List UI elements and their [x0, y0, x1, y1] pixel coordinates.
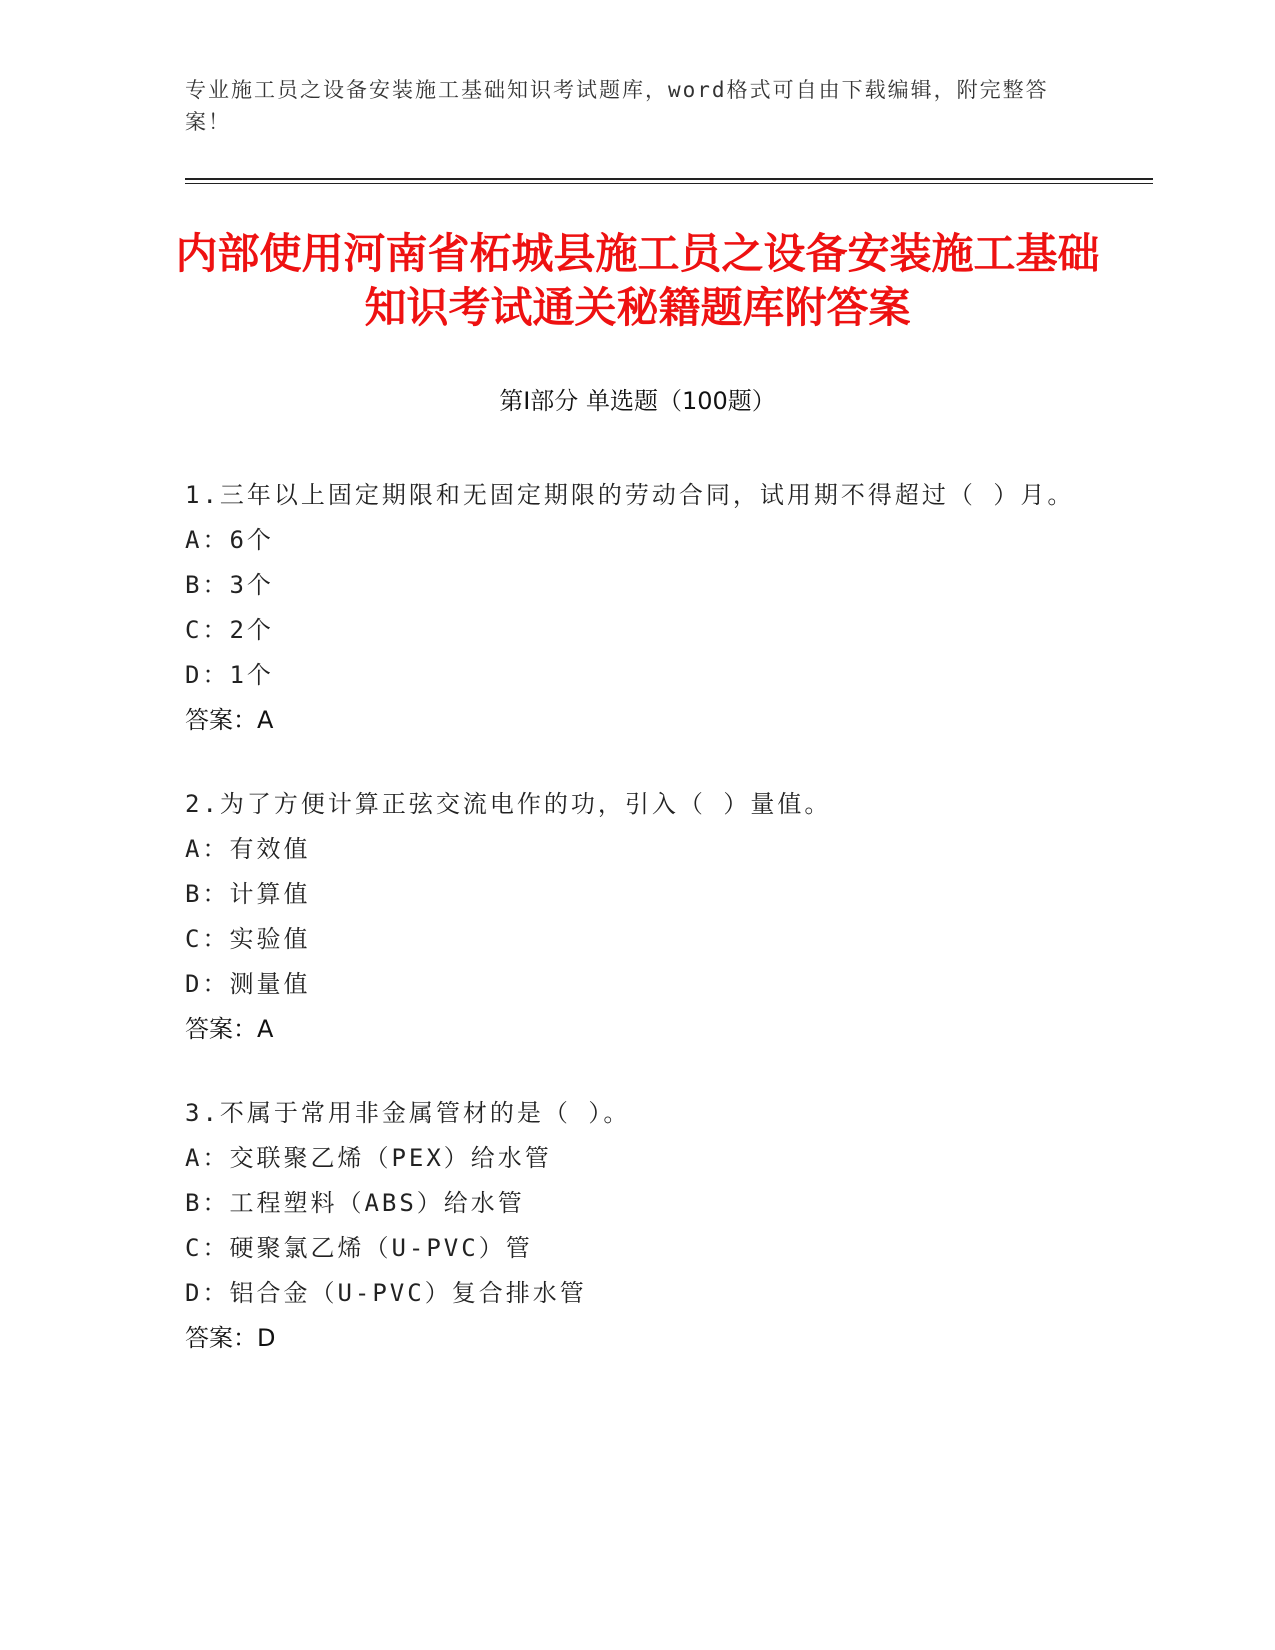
- answer-line: 答案：A: [185, 706, 274, 734]
- option-a: A：交联聚乙烯（PEX）给水管: [185, 1144, 552, 1172]
- question-1: [185, 473, 1075, 743]
- question-stem: 2.为了方便计算正弦交流电作的功，引入（ ）量值。: [185, 790, 832, 818]
- option-d: D：1个: [185, 661, 274, 689]
- header-divider-thin: [185, 183, 1153, 184]
- question-stem: 3.不属于常用非金属管材的是（ ）。: [185, 1099, 631, 1127]
- option-a: A：6个: [185, 526, 274, 554]
- option-d: D：铝合金（U-PVC）复合排水管: [185, 1279, 587, 1307]
- answer-line: 答案：A: [185, 1015, 274, 1043]
- question-list: [185, 473, 1075, 1400]
- section-heading: 第Ⅰ部分 单选题（100题）: [499, 387, 776, 415]
- option-c: C：实验值: [185, 925, 311, 953]
- option-d: D：测量值: [185, 970, 311, 998]
- question-stem: 1.三年以上固定期限和无固定期限的劳动合同，试用期不得超过（ ）月。: [185, 481, 1075, 509]
- option-b: B：工程塑料（ABS）给水管: [185, 1189, 525, 1217]
- option-a: A：有效值: [185, 835, 311, 863]
- option-b: B：计算值: [185, 880, 311, 908]
- option-c: C：硬聚氯乙烯（U-PVC）管: [185, 1234, 533, 1262]
- question-2: [185, 782, 1075, 1052]
- answer-line: 答案：D: [185, 1324, 276, 1352]
- header-note: 专业施工员之设备安装施工基础知识考试题库，word格式可自由下载编辑，附完整答案！: [185, 78, 1049, 134]
- document-title: 内部使用河南省柘城县施工员之设备安装施工基础知识考试通关秘籍题库附答案: [175, 229, 1100, 332]
- question-3: [185, 1091, 1075, 1361]
- option-c: C：2个: [185, 616, 274, 644]
- header-divider-thick: [185, 178, 1153, 180]
- option-b: B：3个: [185, 571, 274, 599]
